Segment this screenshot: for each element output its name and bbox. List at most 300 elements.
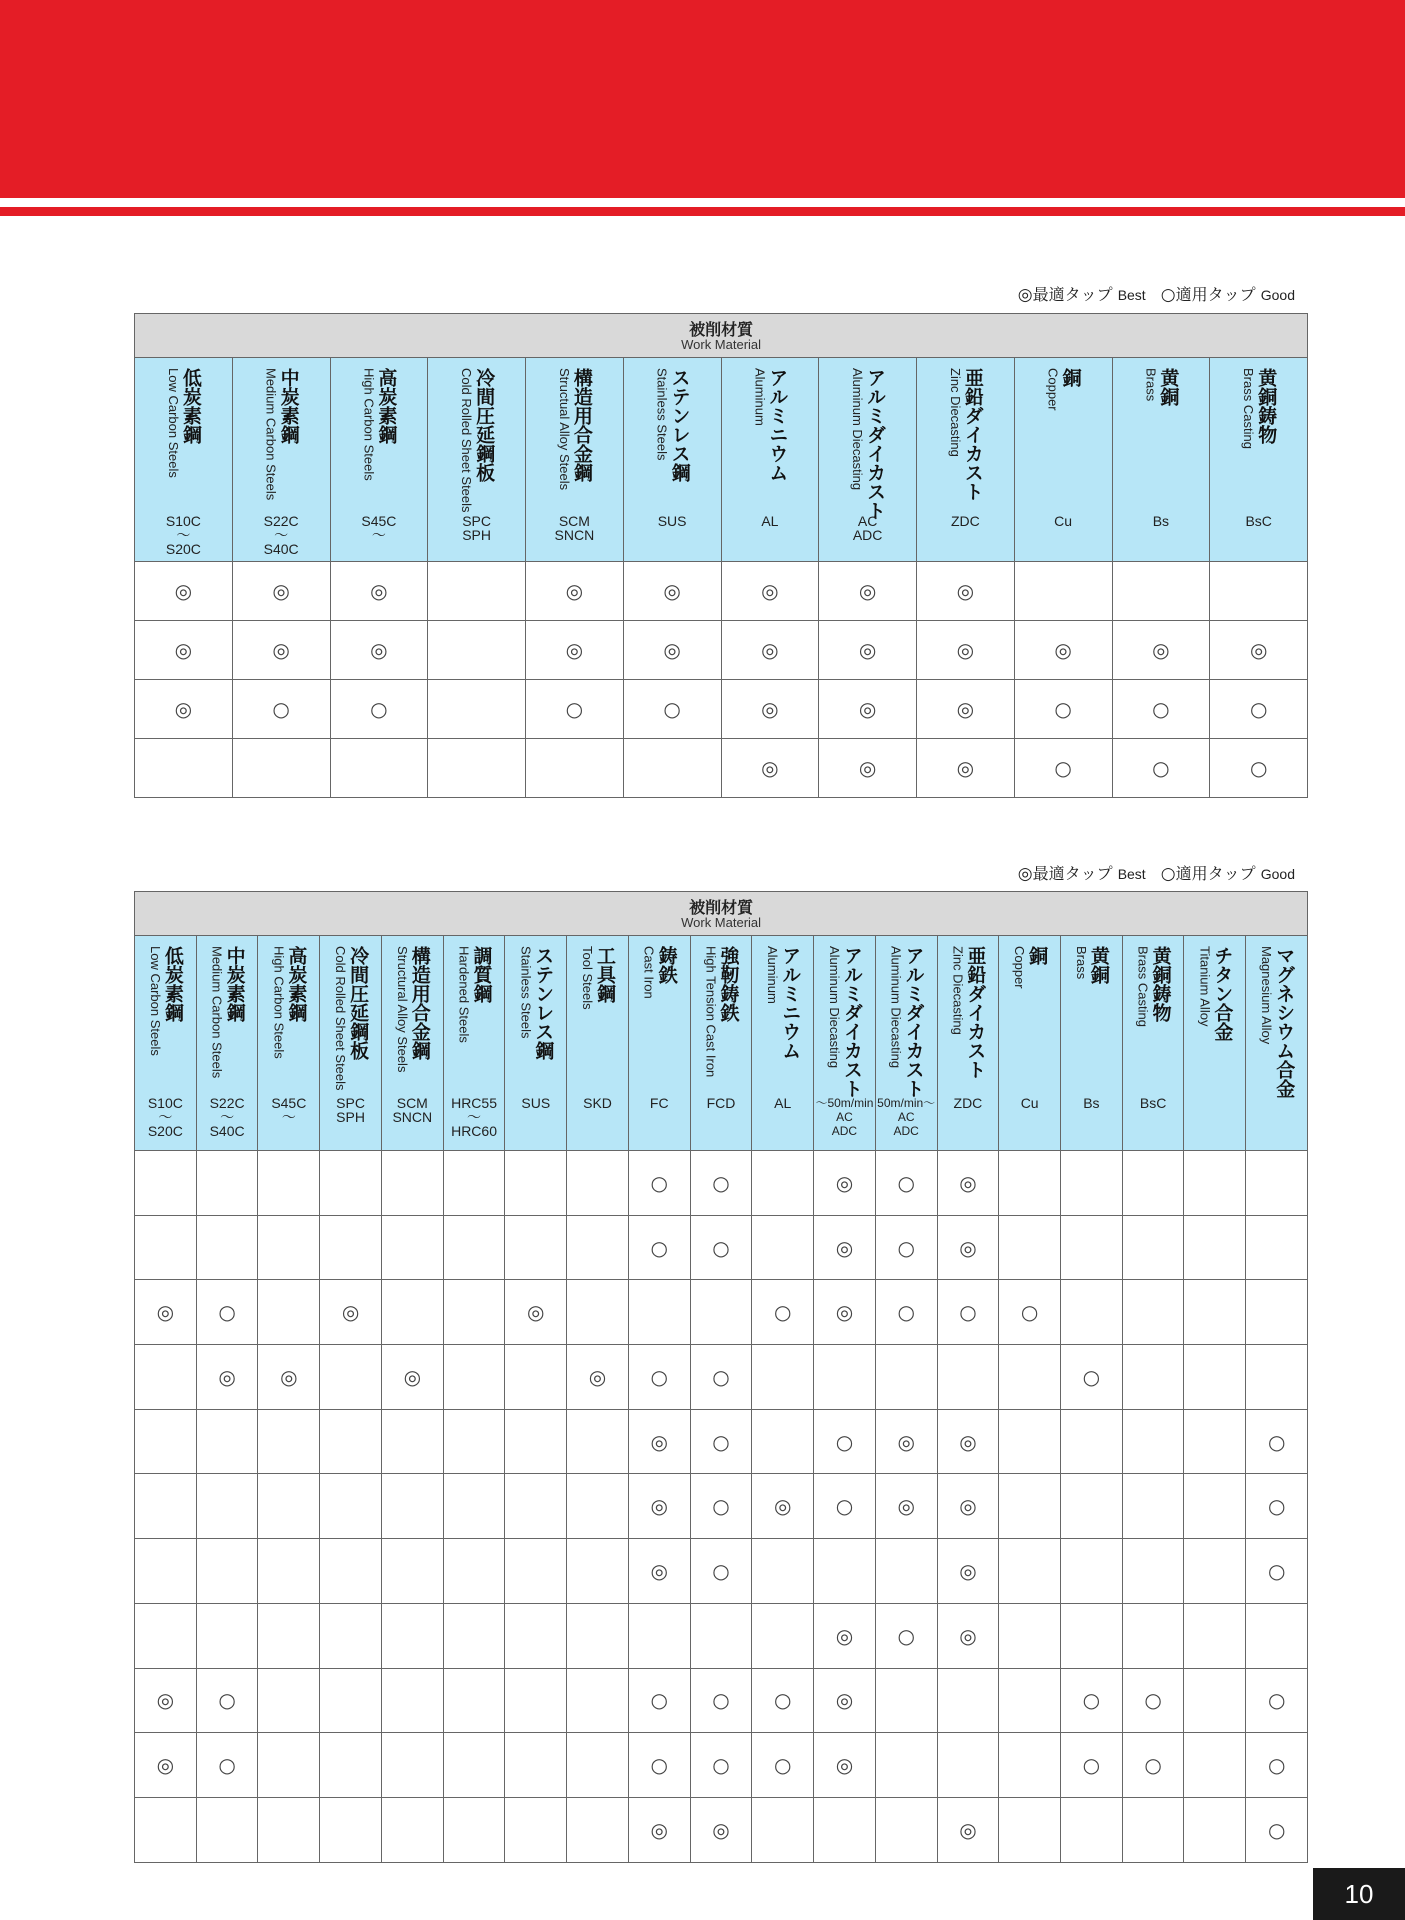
empty-cell — [567, 1151, 629, 1216]
column-name-jp: 黄銅鋳物 — [1149, 946, 1172, 1022]
column-name-jp: 低炭素鋼 — [179, 368, 202, 444]
empty-cell — [135, 1603, 197, 1668]
empty-cell — [1122, 1797, 1184, 1862]
empty-cell — [999, 1409, 1061, 1474]
best-mark: ◎ — [258, 1345, 320, 1410]
column-name-en: Brass — [1143, 368, 1159, 402]
column-name-jp: 中炭素鋼 — [223, 946, 246, 1022]
column-name-jp: アルミダイカスト — [840, 946, 863, 1098]
legend — [1018, 282, 1295, 305]
empty-cell — [999, 1603, 1061, 1668]
material-code: SCM SNCN — [392, 1095, 433, 1125]
empty-cell — [875, 1668, 937, 1733]
good-mark: ○ — [623, 680, 721, 739]
best-mark: ◎ — [721, 621, 819, 680]
column-name-en: Zinc Diecasting — [950, 946, 966, 1035]
best-mark: ◎ — [937, 1797, 999, 1862]
good-mark: ○ — [1112, 739, 1210, 798]
column-name-jp: アルミダイカスト — [902, 946, 925, 1098]
table-row — [135, 1668, 1308, 1733]
column-header — [937, 936, 999, 1151]
empty-cell — [320, 1151, 382, 1216]
column-name-en: Titanium Alloy — [1197, 946, 1213, 1027]
header-banner — [0, 0, 1405, 198]
column-name-en: Aluminum — [752, 368, 768, 426]
good-mark: ○ — [690, 1668, 752, 1733]
column-name-jp: 黄銅 — [1087, 946, 1110, 984]
best-mark: ◎ — [623, 621, 721, 680]
good-mark: ○ — [330, 680, 428, 739]
good-mark: ○ — [628, 1215, 690, 1280]
empty-cell — [443, 1539, 505, 1604]
best-mark: ◎ — [381, 1345, 443, 1410]
empty-cell — [999, 1345, 1061, 1410]
best-mark: ◎ — [814, 1733, 876, 1798]
best-mark: ◎ — [628, 1474, 690, 1539]
material-code: Cu — [1020, 1095, 1039, 1111]
table-row — [135, 621, 1308, 680]
material-code: SPC SPH — [462, 513, 492, 543]
column-name-jp: アルミニウム — [779, 946, 802, 1060]
empty-cell — [330, 739, 428, 798]
work-material-table-1 — [134, 313, 1308, 798]
empty-cell — [135, 1539, 197, 1604]
column-header — [814, 936, 876, 1151]
empty-cell — [135, 1215, 197, 1280]
good-mark: ○ — [628, 1151, 690, 1216]
empty-cell — [1184, 1345, 1246, 1410]
best-mark: ◎ — [917, 621, 1015, 680]
empty-cell — [258, 1668, 320, 1733]
empty-cell — [258, 1733, 320, 1798]
empty-cell — [1246, 1280, 1308, 1345]
best-symbol: ◎ — [1017, 285, 1033, 305]
column-name-jp: 調質鋼 — [470, 946, 493, 1003]
empty-cell — [1061, 1409, 1123, 1474]
table-row — [135, 1474, 1308, 1539]
empty-cell — [381, 1280, 443, 1345]
best-mark: ◎ — [875, 1409, 937, 1474]
empty-cell — [443, 1668, 505, 1733]
best-mark: ◎ — [814, 1151, 876, 1216]
legend — [1018, 861, 1295, 884]
column-name-en: Brass Casting — [1241, 368, 1257, 449]
column-header — [819, 358, 917, 562]
good-symbol: ○ — [1160, 864, 1176, 884]
empty-cell — [196, 1409, 258, 1474]
empty-cell — [135, 1409, 197, 1474]
good-mark: ○ — [1246, 1797, 1308, 1862]
material-code: Bs — [1152, 513, 1170, 529]
good-mark: ○ — [1112, 680, 1210, 739]
best-mark: ◎ — [721, 739, 819, 798]
empty-cell — [135, 1474, 197, 1539]
empty-cell — [381, 1668, 443, 1733]
column-header — [135, 358, 233, 562]
column-header — [381, 936, 443, 1151]
empty-cell — [752, 1215, 814, 1280]
header-rule — [0, 207, 1405, 216]
empty-cell — [320, 1345, 382, 1410]
empty-cell — [196, 1215, 258, 1280]
column-header — [196, 936, 258, 1151]
column-name-jp: 高炭素鋼 — [375, 368, 398, 444]
column-name-jp: ステンレス鋼 — [532, 946, 555, 1060]
material-code: ZDC — [953, 1095, 983, 1111]
good-mark: ○ — [628, 1668, 690, 1733]
material-code: SCM SNCN — [554, 513, 595, 543]
empty-cell — [505, 1733, 567, 1798]
column-name-en: Aluminum Diecasting — [850, 368, 866, 491]
empty-cell — [690, 1280, 752, 1345]
good-mark: ○ — [1246, 1474, 1308, 1539]
material-code: Cu — [1054, 513, 1073, 529]
empty-cell — [443, 1151, 505, 1216]
empty-cell — [567, 1409, 629, 1474]
good-mark: ○ — [690, 1474, 752, 1539]
empty-cell — [443, 1797, 505, 1862]
column-name-en: Cast Iron — [641, 946, 657, 999]
empty-cell — [505, 1409, 567, 1474]
empty-cell — [567, 1280, 629, 1345]
good-mark: ○ — [752, 1668, 814, 1733]
empty-cell — [752, 1345, 814, 1410]
good-mark: ○ — [875, 1280, 937, 1345]
empty-cell — [1184, 1668, 1246, 1733]
empty-cell — [258, 1215, 320, 1280]
column-header — [526, 358, 624, 562]
empty-cell — [1061, 1603, 1123, 1668]
column-header — [330, 358, 428, 562]
empty-cell — [1122, 1409, 1184, 1474]
table-title — [135, 892, 1308, 936]
good-symbol: ○ — [1160, 285, 1176, 305]
best-mark: ◎ — [937, 1215, 999, 1280]
empty-cell — [752, 1409, 814, 1474]
column-name-jp: 高炭素鋼 — [285, 946, 308, 1022]
best-mark: ◎ — [628, 1797, 690, 1862]
best-mark: ◎ — [814, 1280, 876, 1345]
empty-cell — [875, 1797, 937, 1862]
empty-cell — [567, 1474, 629, 1539]
best-mark: ◎ — [135, 1280, 197, 1345]
good-mark: ○ — [690, 1733, 752, 1798]
empty-cell — [320, 1668, 382, 1733]
empty-cell — [258, 1474, 320, 1539]
best-mark: ◎ — [526, 562, 624, 621]
column-header — [623, 358, 721, 562]
empty-cell — [505, 1215, 567, 1280]
table-row — [135, 562, 1308, 621]
empty-cell — [1061, 1280, 1123, 1345]
column-name-en: High Carbon Steels — [361, 368, 377, 481]
best-mark: ◎ — [320, 1280, 382, 1345]
best-mark: ◎ — [937, 1603, 999, 1668]
column-name-jp: 中炭素鋼 — [277, 368, 300, 444]
empty-cell — [381, 1733, 443, 1798]
material-code: SPC SPH — [336, 1095, 365, 1125]
empty-cell — [196, 1151, 258, 1216]
good-label-en: Good — [1260, 866, 1295, 882]
empty-cell — [381, 1539, 443, 1604]
empty-cell — [135, 739, 233, 798]
empty-cell — [999, 1215, 1061, 1280]
column-name-en: High Carbon Steels — [271, 946, 287, 1059]
column-header — [258, 936, 320, 1151]
material-code: S22C 〜 S40C — [263, 513, 299, 557]
column-name-en: Structural Alloy Steels — [394, 946, 410, 1073]
column-name-jp: 亜鉛ダイカスト — [964, 946, 987, 1079]
best-mark: ◎ — [917, 739, 1015, 798]
best-mark: ◎ — [330, 621, 428, 680]
table-row — [135, 1151, 1308, 1216]
empty-cell — [135, 1345, 197, 1410]
empty-cell — [505, 1151, 567, 1216]
empty-cell — [999, 1668, 1061, 1733]
empty-cell — [1122, 1280, 1184, 1345]
column-header — [1061, 936, 1123, 1151]
best-mark: ◎ — [875, 1474, 937, 1539]
material-code: ZDC — [950, 513, 980, 529]
good-mark: ○ — [628, 1345, 690, 1410]
material-code: SKD — [583, 1095, 612, 1111]
good-mark: ○ — [526, 680, 624, 739]
good-mark: ○ — [1246, 1539, 1308, 1604]
empty-cell — [875, 1539, 937, 1604]
best-mark: ◎ — [1210, 621, 1308, 680]
good-mark: ○ — [814, 1409, 876, 1474]
best-mark: ◎ — [937, 1409, 999, 1474]
best-mark: ◎ — [937, 1474, 999, 1539]
column-name-jp: 構造用合金鋼 — [570, 368, 593, 482]
material-code: S22C 〜 S40C — [209, 1095, 245, 1139]
empty-cell — [1061, 1215, 1123, 1280]
table-title — [135, 314, 1308, 358]
column-name-en: Cold Rolled Sheet Steels — [459, 368, 475, 513]
good-mark: ○ — [1210, 739, 1308, 798]
table-title-jp: 被削材質 — [689, 319, 754, 339]
column-header — [1122, 936, 1184, 1151]
empty-cell — [443, 1474, 505, 1539]
column-name-en: Magnesium Alloy — [1259, 946, 1275, 1045]
empty-cell — [1184, 1474, 1246, 1539]
best-mark: ◎ — [628, 1409, 690, 1474]
empty-cell — [428, 621, 526, 680]
empty-cell — [258, 1151, 320, 1216]
good-mark: ○ — [875, 1151, 937, 1216]
material-code: AC ADC — [852, 513, 883, 543]
empty-cell — [875, 1733, 937, 1798]
empty-cell — [999, 1474, 1061, 1539]
empty-cell — [258, 1409, 320, 1474]
best-mark: ◎ — [623, 562, 721, 621]
empty-cell — [1184, 1539, 1246, 1604]
best-mark: ◎ — [819, 621, 917, 680]
good-mark: ○ — [1246, 1733, 1308, 1798]
good-mark: ○ — [752, 1280, 814, 1345]
empty-cell — [428, 739, 526, 798]
empty-cell — [196, 1603, 258, 1668]
column-header — [1246, 936, 1308, 1151]
empty-cell — [567, 1603, 629, 1668]
good-mark: ○ — [690, 1151, 752, 1216]
empty-cell — [443, 1409, 505, 1474]
best-mark: ◎ — [505, 1280, 567, 1345]
table-row — [135, 1280, 1308, 1345]
column-name-en: Copper — [1012, 946, 1028, 989]
empty-cell — [443, 1603, 505, 1668]
empty-cell — [505, 1668, 567, 1733]
column-name-jp: 強靭鋳鉄 — [717, 946, 740, 1022]
best-mark: ◎ — [690, 1797, 752, 1862]
column-header — [320, 936, 382, 1151]
column-header — [999, 936, 1061, 1151]
empty-cell — [814, 1539, 876, 1604]
material-code: S45C 〜 — [361, 513, 397, 543]
column-name-jp: 低炭素鋼 — [161, 946, 184, 1022]
column-header — [505, 936, 567, 1151]
best-mark: ◎ — [135, 562, 233, 621]
empty-cell — [1210, 562, 1308, 621]
best-mark: ◎ — [526, 621, 624, 680]
empty-cell — [258, 1797, 320, 1862]
empty-cell — [258, 1603, 320, 1668]
empty-cell — [567, 1797, 629, 1862]
empty-cell — [999, 1733, 1061, 1798]
good-mark: ○ — [1061, 1345, 1123, 1410]
empty-cell — [1122, 1603, 1184, 1668]
column-name-jp: アルミニウム — [766, 368, 789, 482]
best-mark: ◎ — [819, 680, 917, 739]
best-mark: ◎ — [1014, 621, 1112, 680]
empty-cell — [1122, 1215, 1184, 1280]
table-title-jp: 被削材質 — [689, 897, 754, 917]
empty-cell — [999, 1151, 1061, 1216]
column-name-en: Aluminum Diecasting — [888, 946, 904, 1069]
empty-cell — [752, 1539, 814, 1604]
empty-cell — [1061, 1151, 1123, 1216]
empty-cell — [999, 1539, 1061, 1604]
empty-cell — [1184, 1733, 1246, 1798]
empty-cell — [381, 1215, 443, 1280]
empty-cell — [1184, 1797, 1246, 1862]
best-mark: ◎ — [937, 1539, 999, 1604]
best-mark: ◎ — [937, 1151, 999, 1216]
empty-cell — [1246, 1603, 1308, 1668]
empty-cell — [505, 1797, 567, 1862]
good-mark: ○ — [690, 1409, 752, 1474]
column-name-en: Stainless Steels — [518, 946, 534, 1039]
empty-cell — [505, 1603, 567, 1668]
empty-cell — [320, 1733, 382, 1798]
empty-cell — [135, 1797, 197, 1862]
empty-cell — [505, 1539, 567, 1604]
empty-cell — [814, 1345, 876, 1410]
table-row — [135, 739, 1308, 798]
empty-cell — [1246, 1215, 1308, 1280]
column-name-en: Brass Casting — [1135, 946, 1151, 1027]
empty-cell — [1184, 1151, 1246, 1216]
column-header — [567, 936, 629, 1151]
empty-cell — [628, 1603, 690, 1668]
empty-cell — [381, 1797, 443, 1862]
column-header — [752, 936, 814, 1151]
empty-cell — [196, 1797, 258, 1862]
empty-cell — [320, 1539, 382, 1604]
good-mark: ○ — [690, 1345, 752, 1410]
best-mark: ◎ — [567, 1345, 629, 1410]
best-symbol: ◎ — [1017, 864, 1033, 884]
good-mark: ○ — [1210, 680, 1308, 739]
table-row — [135, 1733, 1308, 1798]
material-code: S10C 〜 S20C — [165, 513, 201, 557]
column-name-jp: 銅 — [1026, 946, 1049, 965]
column-name-jp: 黄銅 — [1157, 368, 1180, 406]
empty-cell — [814, 1797, 876, 1862]
empty-cell — [937, 1668, 999, 1733]
column-header — [1112, 358, 1210, 562]
good-label-en: Good — [1260, 287, 1295, 303]
material-code: FC — [649, 1095, 669, 1111]
good-mark: ○ — [1246, 1668, 1308, 1733]
good-mark: ○ — [1014, 739, 1112, 798]
table-row — [135, 680, 1308, 739]
column-header — [875, 936, 937, 1151]
column-header — [443, 936, 505, 1151]
empty-cell — [428, 680, 526, 739]
empty-cell — [1122, 1474, 1184, 1539]
empty-cell — [567, 1215, 629, 1280]
good-mark: ○ — [1061, 1733, 1123, 1798]
column-name-jp: 工具鋼 — [594, 946, 616, 1003]
column-name-jp: ステンレス鋼 — [668, 368, 691, 482]
column-name-en: Tool Steels — [580, 946, 595, 1010]
empty-cell — [381, 1603, 443, 1668]
empty-cell — [1122, 1539, 1184, 1604]
material-code: BsC — [1139, 1095, 1167, 1111]
empty-cell — [320, 1797, 382, 1862]
empty-cell — [999, 1797, 1061, 1862]
best-mark: ◎ — [814, 1603, 876, 1668]
good-mark: ○ — [1122, 1668, 1184, 1733]
good-mark: ○ — [814, 1474, 876, 1539]
best-mark: ◎ — [752, 1474, 814, 1539]
empty-cell — [320, 1409, 382, 1474]
column-name-en: Structual Alloy Steels — [556, 368, 572, 491]
empty-cell — [1061, 1474, 1123, 1539]
empty-cell — [1246, 1345, 1308, 1410]
column-header — [917, 358, 1015, 562]
empty-cell — [1014, 562, 1112, 621]
good-mark: ○ — [196, 1733, 258, 1798]
column-name-jp: マグネシウム合金 — [1273, 946, 1296, 1098]
material-code: BsC — [1245, 513, 1272, 529]
column-name-jp: アルミダイカスト — [864, 368, 887, 520]
column-name-jp: 黄銅鋳物 — [1255, 368, 1278, 444]
empty-cell — [443, 1733, 505, 1798]
column-name-jp: 亜鉛ダイカスト — [961, 368, 984, 501]
best-mark: ◎ — [196, 1345, 258, 1410]
column-name-en: Zinc Diecasting — [947, 368, 963, 457]
empty-cell — [381, 1409, 443, 1474]
good-mark: ○ — [196, 1280, 258, 1345]
good-mark: ○ — [1014, 680, 1112, 739]
good-mark: ○ — [1122, 1733, 1184, 1798]
best-label-jp: 最適タップ — [1032, 864, 1113, 883]
empty-cell — [320, 1603, 382, 1668]
empty-cell — [196, 1474, 258, 1539]
empty-cell — [752, 1603, 814, 1668]
